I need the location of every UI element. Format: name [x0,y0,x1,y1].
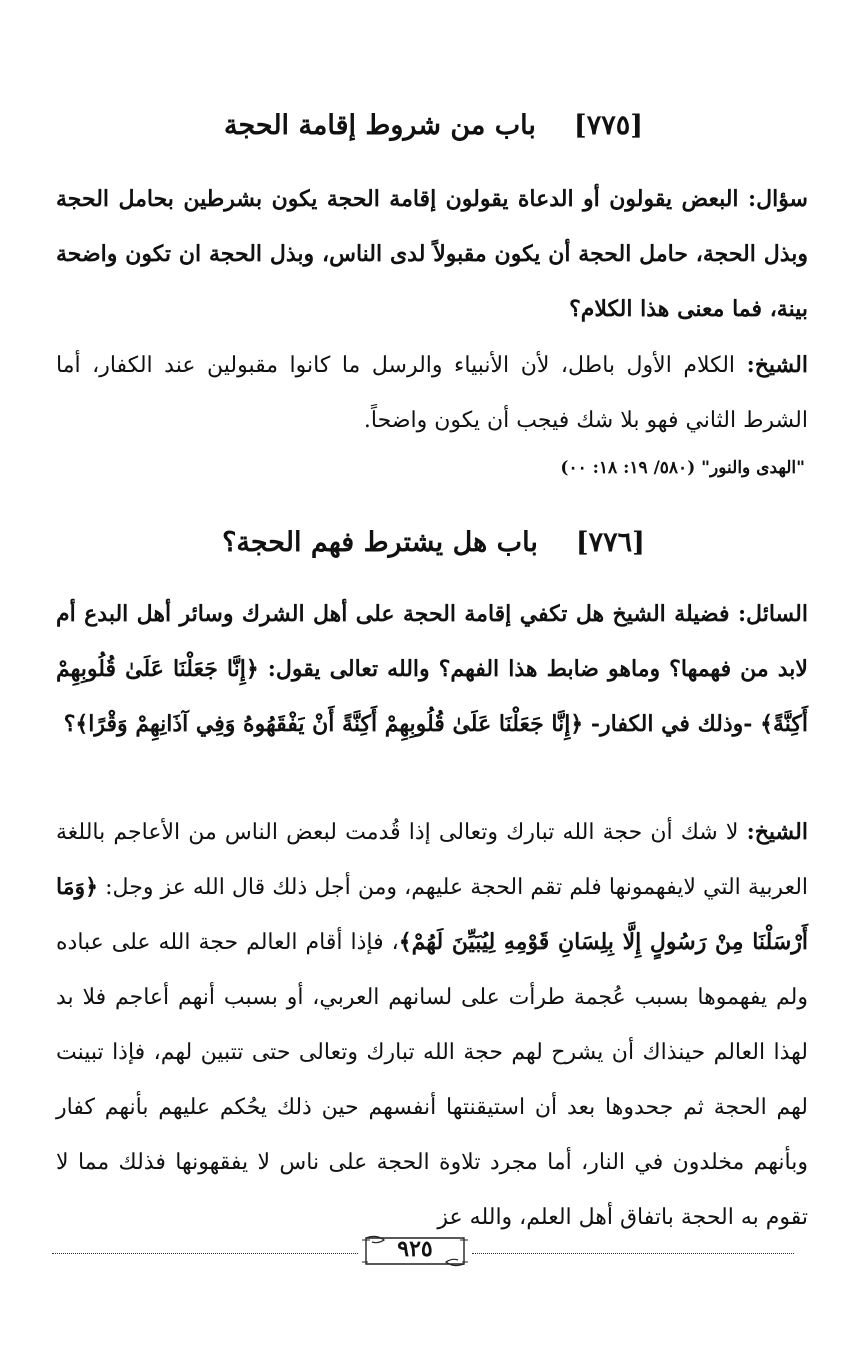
page-number-frame [360,1232,470,1270]
chapter-title: باب هل يشترط فهم الحجة؟ [222,527,538,558]
quran-verse: ﴿إِنَّا جَعَلْنَا عَلَىٰ قُلُوبِهِمْ أَكِنَّةً﴾ [56,656,808,737]
question-speaker: السائل: [737,601,808,627]
chapter-heading-775 [60,110,807,141]
question-paragraph [56,587,808,752]
answer-paragraph [56,805,808,1245]
question-paragraph: سؤال: البعض يقولون أو الدعاة يقولون إقامة الحجة يكون بشرطين بحامل الحجة وبذل الحجة، حامل الحجة أن يكون مقبولاً لدى الناس، وبذل الحجة ان تكون واضحة بينة، فما معنى هذا الكلام؟ [56,186,808,322]
answer-text: لا شك أن حجة الله تبارك وتعالى إذا قُدمت لبعض الناس من الأعاجم باللغة العربية التي لايفهمونها فلم تقم الحجة عليهم، ومن أجل ذلك قال الله عز وجل: [56,820,809,900]
footer-divider-left [52,1253,358,1254]
chapter-heading-776 [60,527,807,558]
page-number: ٩٢٥ [397,1236,433,1262]
quran-verse: ﴿إِنَّا جَعَلْنَا عَلَىٰ قُلُوبِهِمْ أَكِنَّةً أَنْ يَفْقَهُوهُ وَفِي آذَانِهِمْ وَقْرًا﴾ [75,711,584,737]
chapter-number: [٧٧٥] [573,110,643,141]
answer-speaker: الشيخ: [746,352,808,378]
answer-paragraph [56,338,808,448]
footer-divider-right [472,1253,794,1254]
source-reference: "الهدى والنور" (٥٨٠/ ١٩: ١٨: ٠٠) [560,458,805,478]
answer-speaker: الشيخ: [746,819,808,845]
quran-verse: ﴿وَمَا أَرْسَلْنَا مِنْ رَسُولٍ إِلَّا بِلِسَانِ قَوْمِهِ لِيُبَيِّنَ لَهُمْ﴾ [56,874,808,955]
question-text: فضيلة الشيخ هل تكفي إقامة الحجة على أهل الشرك وسائر أهل البدع أم لابد من فهمها؟ وماهو ضابط هذا الفهم؟ والله تعالى يقول: [56,601,808,682]
answer-text: الكلام الأول باطل، لأن الأنبياء والرسل ما كانوا مقبولين عند الكفار، أما الشرط الثاني فهو بلا شك فيجب أن يكون واضحاً. [56,353,808,433]
answer-text: ، فإذا أقام العالم حجة الله على عباده ولم يفهموها بسبب عُجمة طرأت على لسانهم العربي، أو بسبب أنهم أعاجم فلا بد لهذا العالم حينذاك أن يشرح لهم حجة الله تبارك وتعالى حتى تتبين لهم، فإذا تبينت لهم الحجة ثم جحدوها بعد أن استيقنتها أنفسهم حين ذلك يحُكم عليهم بأنهم كفار وبأنهم مخلدون في النار، أما مجرد تلاوة الحجة على ناس لا يفقهونها فذلك مما لا تقوم به الحجة باتفاق أهل العلم، والله عز [56,930,808,1230]
question-text: -وذلك في الكفار- [590,711,753,737]
chapter-number: [٧٧٦] [575,527,645,558]
chapter-title: باب من شروط إقامة الحجة [223,110,536,141]
question-end: ؟ [63,711,76,737]
